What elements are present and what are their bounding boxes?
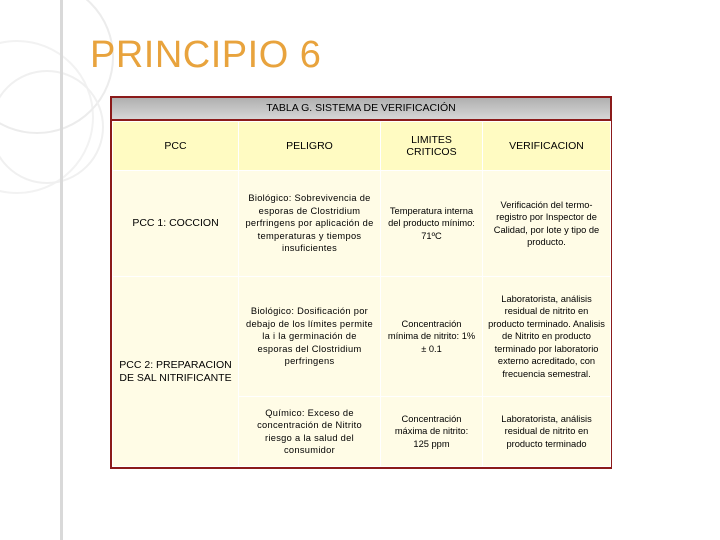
header-limites: LIMITES CRITICOS [381,122,483,171]
table-header-row [113,122,611,171]
slide-title: PRINCIPIO 6 [90,34,322,76]
decorative-circle [0,70,104,184]
peligro-cell: Biológico: Sobrevivencia de esporas de Clostridium perfringens por aplicación de temperaturas y tiempos insuficientes [239,171,381,277]
limites-cell: Concentración máxima de nitrito: 125 ppm [381,397,483,467]
decorative-vertical-line [60,0,63,540]
verificacion-cell: Verificación del termo-registro por Inspector de Calidad, por lote y tipo de producto. [483,171,611,277]
limites-cell: Temperatura interna del producto mínimo: 71ºC [381,171,483,277]
pcc-cell: PCC 1: COCCION [113,171,239,277]
verification-grid [112,121,611,467]
peligro-cell: Químico: Exceso de concentración de Nitrito riesgo a la salud del consumidor [239,397,381,467]
verificacion-cell: Laboratorista, análisis residual de nitrito en producto terminado. Analisis de Nitrito en producto terminado por laboratorio externo acreditado, con frecuencia semestral. [483,277,611,397]
verificacion-cell: Laboratorista, análisis residual de nitrito en producto terminado [483,397,611,467]
header-peligro: PELIGRO [239,122,381,171]
header-verificacion: VERIFICACION [483,122,611,171]
peligro-cell: Biológico: Dosificación por debajo de los límites permite la i la germinación de esporas del Clostridium perfringens [239,277,381,397]
limites-cell: Concentración mínima de nitrito: 1% ± 0.1 [381,277,483,397]
table-row [113,171,611,277]
verification-table [110,96,612,469]
table-caption: TABLA G. SISTEMA DE VERIFICACIÓN [112,98,610,121]
pcc-cell: PCC 2: PREPARACION DE SAL NITRIFICANTE [113,277,239,467]
table-row [113,277,611,397]
header-pcc: PCC [113,122,239,171]
